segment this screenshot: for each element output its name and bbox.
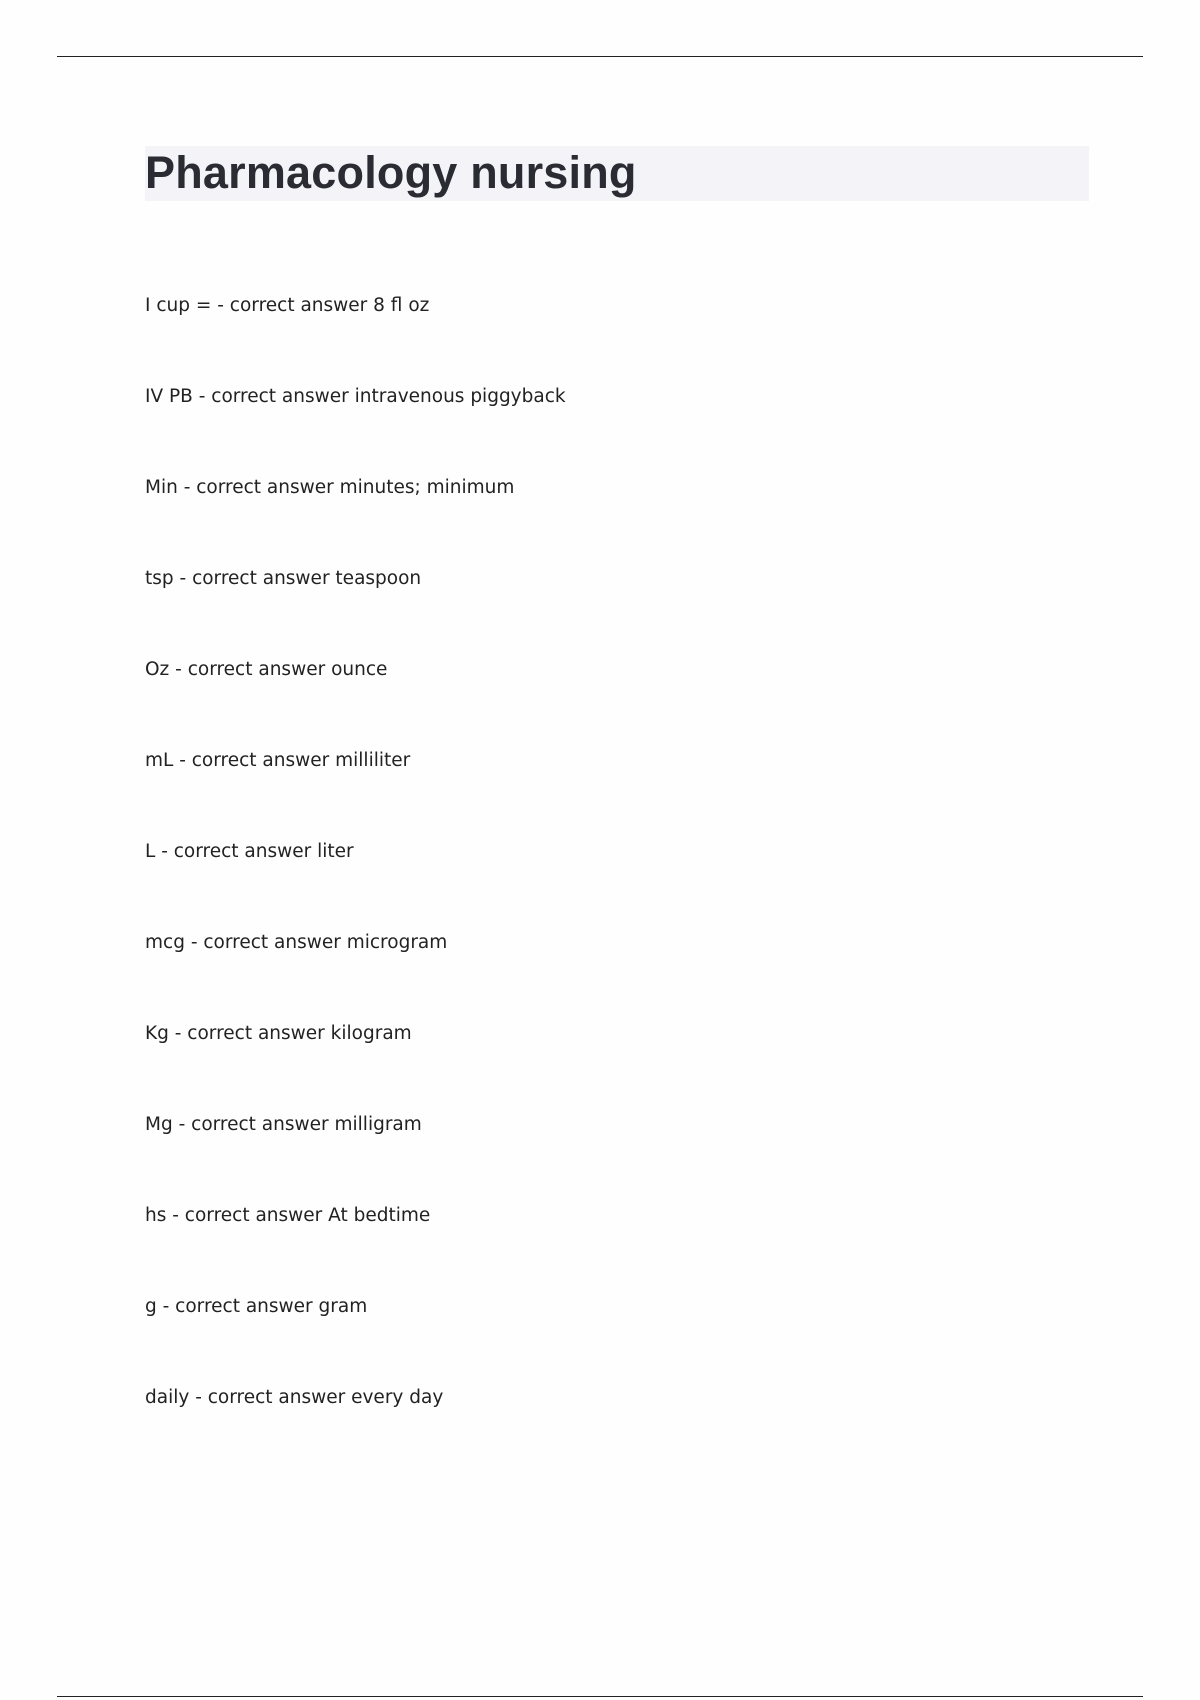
flashcard-entry: hs - correct answer At bedtime (145, 1205, 431, 1226)
flashcard-entry: Kg - correct answer kilogram (145, 1023, 412, 1044)
top-rule (57, 56, 1143, 57)
flashcard-entry: IV PB - correct answer intravenous piggyback (145, 386, 566, 407)
flashcard-entry: tsp - correct answer teaspoon (145, 568, 422, 589)
bottom-rule (57, 1696, 1143, 1697)
flashcard-entry: daily - correct answer every day (145, 1387, 444, 1408)
flashcard-entry: mL - correct answer milliliter (145, 750, 411, 771)
flashcard-entry: I cup = - correct answer 8 fl oz (145, 295, 430, 316)
flashcard-entry: Min - correct answer minutes; minimum (145, 477, 515, 498)
flashcard-entry: Oz - correct answer ounce (145, 659, 388, 680)
flashcard-entry: L - correct answer liter (145, 841, 354, 862)
flashcard-list (145, 291, 566, 1474)
flashcard-entry: g - correct answer gram (145, 1296, 368, 1317)
flashcard-entry: Mg - correct answer milligram (145, 1114, 422, 1135)
flashcard-entry: mcg - correct answer microgram (145, 932, 448, 953)
page-title: Pharmacology nursing (145, 147, 637, 198)
